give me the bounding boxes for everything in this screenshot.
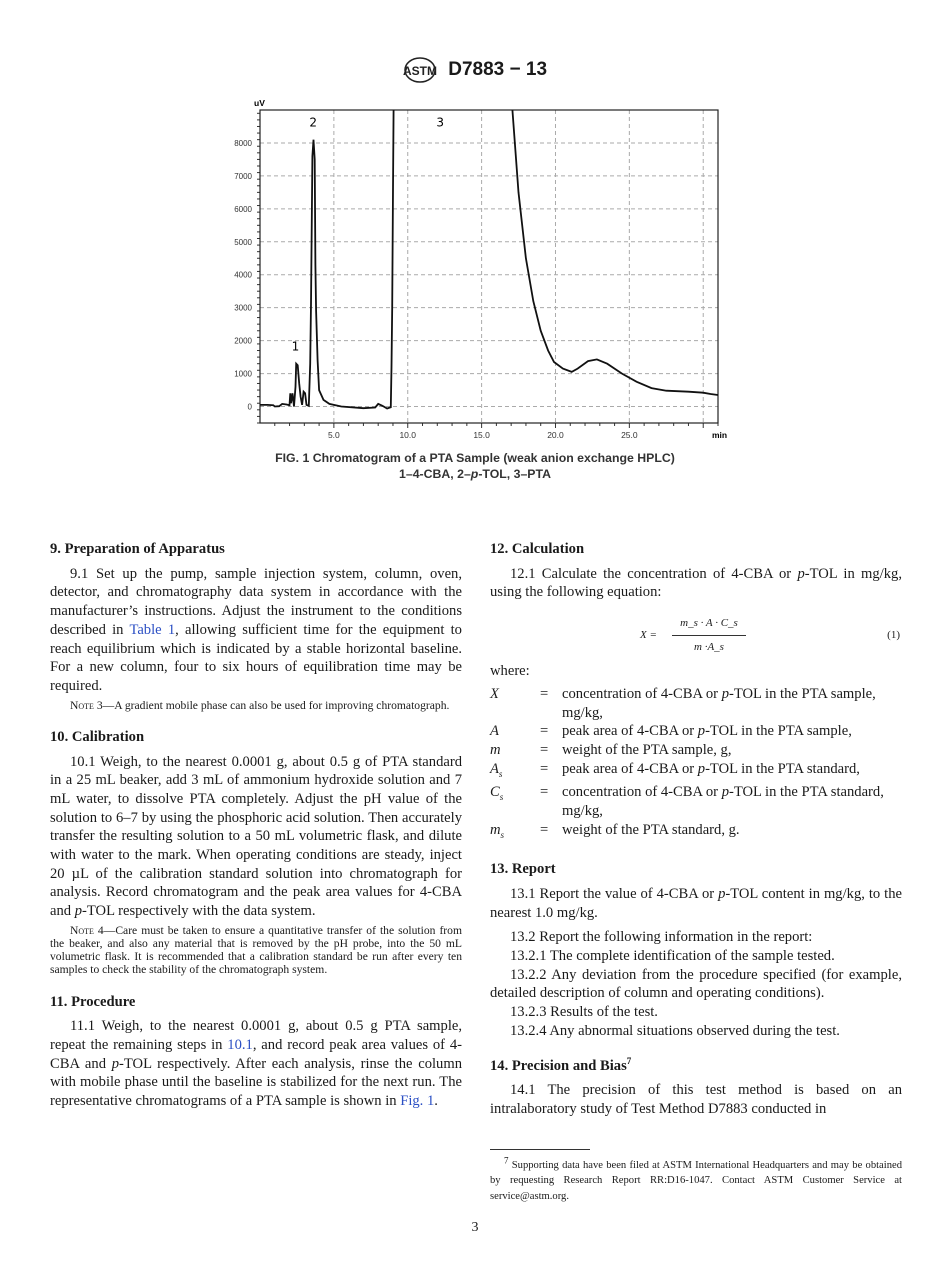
definition-symbol [490,722,540,741]
paragraph [490,966,902,1003]
y-tick-label: 3000 [234,303,252,313]
caption-part: 1–4-CBA, 2– [399,466,471,481]
text-run: Note [70,923,94,937]
x-tick-label: 15.0 [473,430,490,440]
text-run: . [434,1093,438,1110]
symbol: m [490,821,501,838]
x-tick-label: 20.0 [547,430,564,440]
plot-frame [260,110,718,423]
text-run: p [111,1055,120,1072]
x-axis-label: min [712,430,728,440]
definition-symbol [490,821,540,845]
definition-text [562,821,902,845]
equation-number: (1) [887,629,900,642]
text-run: , allowing sufficient time for the equipment to reach equilibrium which is indicated by a stable horizontal baseline. For a new column, four to six hours of equilibration time may be required. [50,621,462,694]
y-tick-label: 1000 [234,369,252,379]
spacer [50,977,462,993]
text-run: 12.1 Calculate the concentration of 4-CBA or [510,565,798,582]
paragraph [490,1003,902,1022]
text-run: 13.2.4 Any abnormal situations observed during the test. [510,1022,840,1039]
caption-line-2 [0,467,950,483]
text-run: 14.1 The precision of this test method is based on an intralaboratory study of Test Method D7883 conducted in [490,1082,902,1117]
paragraph [490,662,902,681]
astm-logo-icon [403,56,437,84]
symbol: m [490,741,501,758]
text-run: 13.2.1 The complete identification of the sample tested. [510,948,835,965]
y-tick-label: 6000 [234,204,252,214]
text-run: 9. Preparation of Apparatus [50,541,225,557]
text-run: , and record peak area values of 4-CBA and [50,1037,462,1072]
text-run: -TOL in mg/kg, using the following equation: [490,565,902,601]
equation [490,614,902,654]
definition-symbol [490,685,540,722]
paragraph [50,753,462,921]
definition-text [562,685,902,722]
definition-equals: = [540,821,549,838]
symbol-subscript: s [500,829,505,840]
y-tick-label: 2000 [234,336,252,346]
section-heading [50,993,462,1012]
spacer [490,844,902,860]
definition-symbol [490,783,540,820]
page-number: 3 [471,1220,479,1235]
text-run: -TOL content in mg/kg, to the nearest 1.0 mg/kg. [490,885,902,921]
equation-numerator: m_s · A · C_s [672,614,746,636]
symbol-subscript: s [498,768,503,779]
footnote-divider [490,1149,590,1150]
equation-fraction [672,614,746,656]
text-run: 13.2 Report the following information in the report: [510,929,813,946]
definition-equals: = [540,685,549,702]
text-run: concentration of 4-CBA or [562,685,722,702]
text-run: p [697,723,706,740]
text-run: concentration of 4-CBA or [562,784,722,801]
text-run: 11. Procedure [50,993,136,1010]
paragraph [490,565,902,602]
variable-definitions [490,685,902,844]
caption-part: p [470,466,479,481]
cross-reference-link[interactable]: 10.1 [227,1037,253,1054]
svg-text:ASTM: ASTM [402,64,437,78]
designation: D7883 − 13 [448,59,548,80]
x-tick-label: 10.0 [399,430,417,440]
definition-text [562,741,902,760]
footnote [490,1155,902,1205]
symbol-subscript: s [499,792,504,803]
x-tick-label: 25.0 [621,430,638,440]
definition-text [562,760,902,784]
chromatogram-chart [220,90,730,450]
symbol: A [490,760,499,777]
right-column [490,540,902,1204]
text-run: p [721,784,729,801]
text-run: -TOL in the PTA standard, mg/kg, [562,784,884,819]
section-heading [490,860,902,879]
text-run: -TOL respectively. After each analysis, rinse the column with mobile phase until the baseline is stabilized for the next run. The representative chromatograms of a PTA sample is shown in [50,1055,463,1110]
text-run: Note [70,698,94,712]
caption-line-1: FIG. 1 Chromatogram of a PTA Sample (weak anion exchange HPLC) [275,451,675,465]
text-run: p [718,885,726,902]
text-run: 13.2.3 Results of the test. [510,1004,658,1021]
text-run: 4—Care must be taken to ensure a quantitative transfer of the solution from the beaker, and also any material that is removed by the pH probe, into the 50 mL volumetric flask. It is recommended that a calibration standard be run after every ten samples to check the stability of the chromatograph system. [50,923,462,977]
equation-denominator: m ·A_s [694,640,724,653]
figure-caption [0,451,950,482]
text-run: 11.1 Weigh, to the nearest 0.0001 g, about 0.5 g PTA sample, repeat the remaining steps in [50,1018,462,1054]
definition-equals: = [540,760,549,777]
text-run: 10. Calibration [50,728,145,745]
text-run: p [721,685,729,702]
peak-label: 1 [291,339,300,354]
section-heading [50,540,462,559]
symbol: A [490,723,499,740]
spacer [490,1041,902,1057]
text-run: peak area of 4-CBA or [562,760,698,777]
text-run: 13. Report [490,861,556,878]
text-run: 10.1 Weigh, to the nearest 0.0001 g, about 0.5 g of PTA standard in a 25 mL beaker, add 3 mL of ammonium hydroxide solution and 7 mL water, to dissolve PTA completely. Adjust the pH value of the solution to 6–7 by using the phosphoric acid solution. Then accurately transfer the resulting solution to a 50 mL volumetric flask, and dilute with water to the mark. When operating conditions are steady, inject 20 µL of the calibration standard solution into chromatograph for analysis. Record chromatogram and the peak area values for 4-CBA and [50,753,462,920]
text-run: weight of the PTA standard, g. [562,821,740,838]
text-run: p [74,903,83,920]
section-heading [490,540,902,559]
footnote-marker: 7 [504,1155,509,1166]
text-run: 3—A gradient mobile phase can also be used for improving chromatograph. [93,698,450,712]
text-run: -TOL respectively with the data system. [82,903,316,920]
paragraph [50,565,462,696]
text-run: 9.1 Set up the pump, sample injection system, column, oven, detector, and chromatography data system in accordance with the manufacturer’s instructions. Adjust the instrument to the conditions described in [50,565,462,638]
cross-reference-link[interactable]: Fig. 1 [400,1093,435,1110]
equation-lhs: X = [640,629,657,642]
symbol: X [490,685,499,702]
y-tick-label: 0 [247,402,252,412]
section-heading [490,1057,902,1076]
left-column [50,540,462,1111]
y-tick-label: 7000 [234,171,252,181]
text-run: weight of the PTA sample, g, [562,741,732,758]
note [50,699,462,712]
note [50,924,462,977]
section-heading [50,728,462,747]
text-run: -TOL in the PTA sample, [705,723,852,740]
definition-symbol [490,741,540,760]
text-run: 12. Calculation [490,541,585,557]
definition-equals: = [540,723,549,740]
paragraph [490,1081,902,1118]
text-run: peak area of 4-CBA or [562,723,698,740]
peak-label: 2 [309,115,318,130]
x-tick-label: 5.0 [327,430,340,440]
paragraph [490,947,902,966]
text-run: 13.1 Report the value of 4-CBA or [510,885,719,902]
peak-label: 3 [436,115,445,130]
text-run: p [697,760,706,777]
definition-equals: = [540,784,549,801]
definition-equals: = [540,741,549,758]
y-tick-label: 5000 [234,237,252,247]
y-tick-label: 4000 [234,270,252,280]
text-run: p [797,565,805,582]
text-run: 14. Precision and Bias [490,1057,627,1074]
paragraph [490,928,902,947]
paragraph [490,1022,902,1041]
text-run: where: [490,663,530,680]
y-axis-label: uV [254,98,265,108]
spacer [50,712,462,728]
text-run: -TOL in the PTA sample, mg/kg, [562,685,876,721]
definition-text [562,722,902,741]
cross-reference-link[interactable]: Table 1 [129,621,176,638]
chromatogram-trace [260,94,718,409]
paragraph [50,1017,462,1111]
text-run: 13.2.2 Any deviation from the procedure specified (for example, detailed description of column and operating conditions). [490,966,902,1002]
text-run: -TOL in the PTA standard, [705,760,860,777]
definition-symbol [490,760,540,784]
footnote-marker: 7 [626,1055,632,1066]
caption-part: -TOL, 3–PTA [478,466,551,481]
y-tick-label: 8000 [234,138,252,148]
paragraph [490,885,902,922]
symbol: C [490,784,500,801]
definition-text [562,783,902,820]
text-run: Supporting data have been filed at ASTM International Headquarters and may be obtained by requesting Research Report RR:D16-1047. Contact ASTM Customer Service at service@astm.org. [490,1159,902,1202]
page-header [0,56,950,84]
